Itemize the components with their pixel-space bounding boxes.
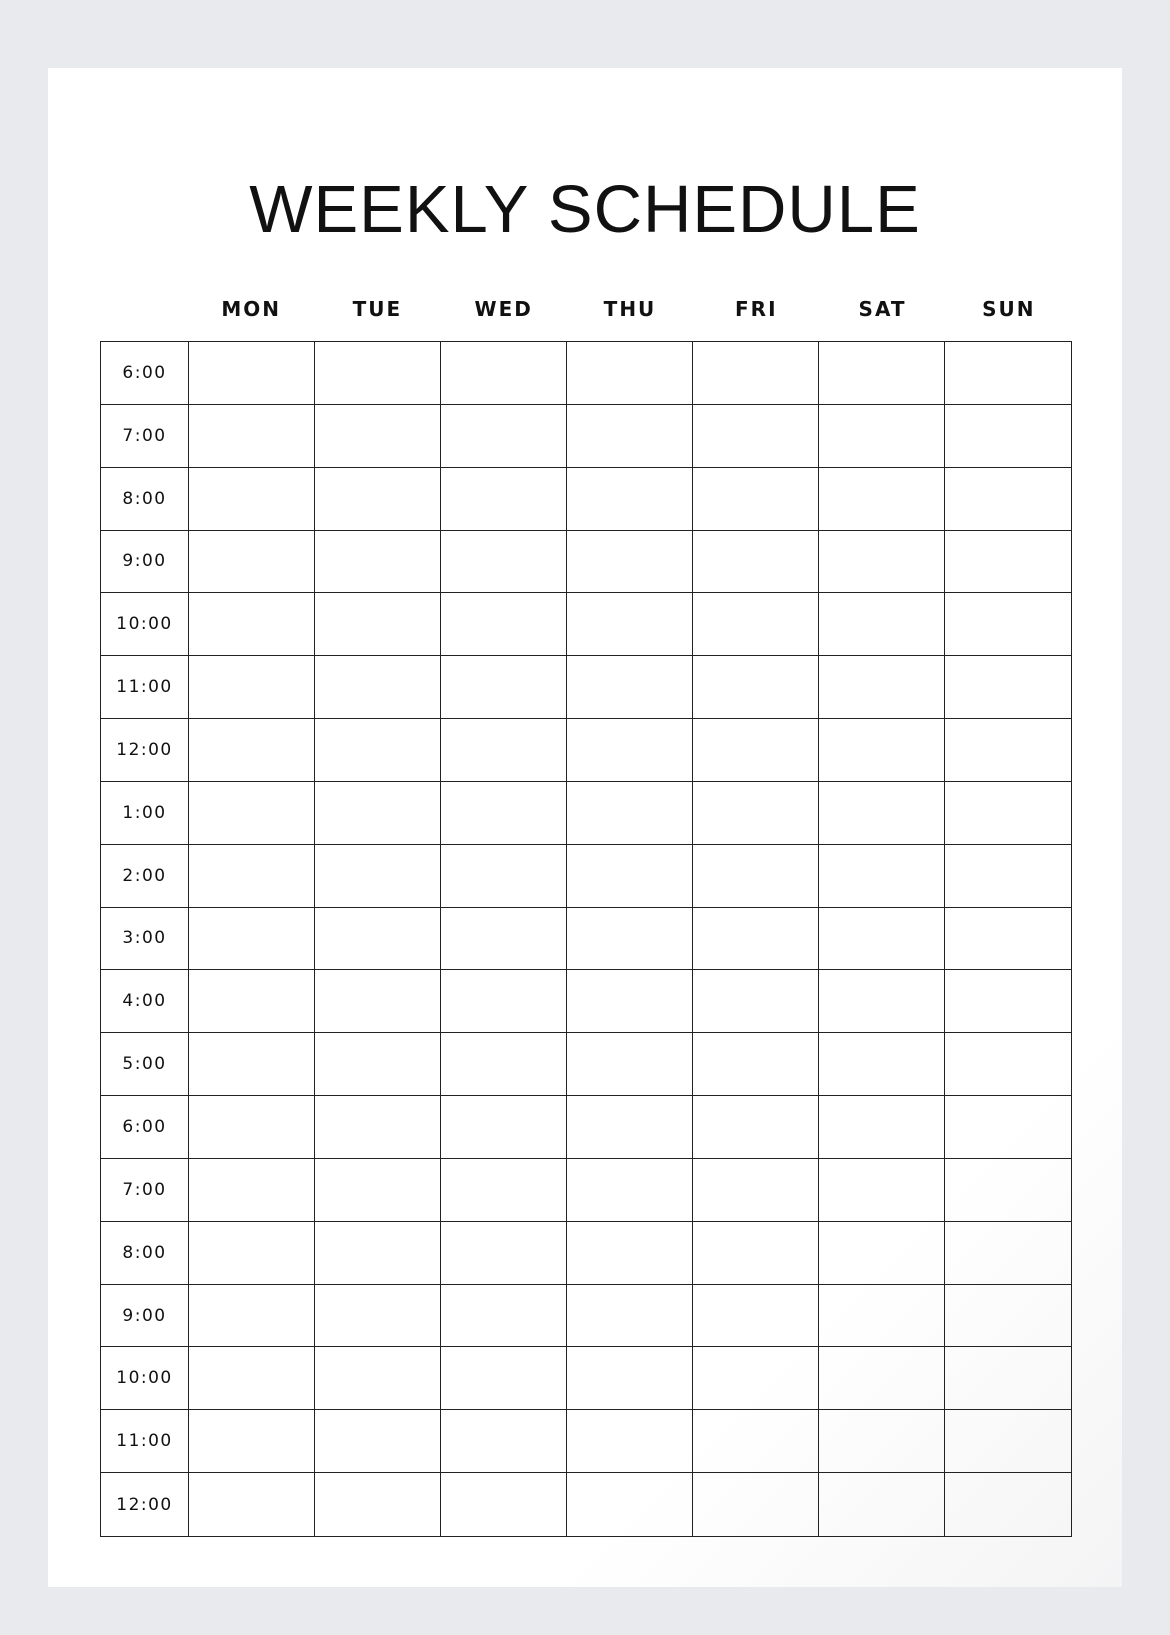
schedule-cell-fri[interactable]	[693, 1285, 819, 1348]
schedule-cell-mon[interactable]	[189, 1347, 315, 1410]
schedule-cell-sat[interactable]	[819, 468, 945, 531]
schedule-cell-mon[interactable]	[189, 908, 315, 971]
schedule-cell-fri[interactable]	[693, 342, 819, 405]
schedule-cell-sun[interactable]	[945, 1347, 1071, 1410]
schedule-cell-fri[interactable]	[693, 845, 819, 908]
time-label: 11:00	[101, 656, 189, 719]
schedule-cell-sat[interactable]	[819, 908, 945, 971]
time-label: 6:00	[101, 342, 189, 405]
schedule-cell-sun[interactable]	[945, 1410, 1071, 1473]
day-header-tue: TUE	[352, 297, 403, 321]
schedule-cell-wed[interactable]	[441, 970, 567, 1033]
schedule-cell-sat[interactable]	[819, 405, 945, 468]
schedule-cell-mon[interactable]	[189, 970, 315, 1033]
time-label: 5:00	[101, 1033, 189, 1096]
schedule-cell-sun[interactable]	[945, 719, 1071, 782]
schedule-cell-sun[interactable]	[945, 1473, 1071, 1536]
schedule-cell-sat[interactable]	[819, 1347, 945, 1410]
schedule-cell-mon[interactable]	[189, 845, 315, 908]
schedule-cell-sat[interactable]	[819, 593, 945, 656]
schedule-cell-mon[interactable]	[189, 1033, 315, 1096]
schedule-cell-sun[interactable]	[945, 468, 1071, 531]
schedule-cell-mon[interactable]	[189, 405, 315, 468]
schedule-cell-sun[interactable]	[945, 970, 1071, 1033]
schedule-cell-fri[interactable]	[693, 1096, 819, 1159]
schedule-cell-sat[interactable]	[819, 719, 945, 782]
schedule-cell-wed[interactable]	[441, 405, 567, 468]
schedule-cell-sun[interactable]	[945, 405, 1071, 468]
schedule-cell-thu[interactable]	[567, 782, 693, 845]
schedule-cell-wed[interactable]	[441, 1033, 567, 1096]
schedule-cell-wed[interactable]	[441, 1473, 567, 1536]
schedule-cell-thu[interactable]	[567, 405, 693, 468]
schedule-cell-sun[interactable]	[945, 1222, 1071, 1285]
page-title: WEEKLY SCHEDULE	[249, 172, 921, 247]
schedule-cell-wed[interactable]	[441, 1347, 567, 1410]
schedule-cell-fri[interactable]	[693, 719, 819, 782]
schedule-cell-sun[interactable]	[945, 1033, 1071, 1096]
schedule-cell-fri[interactable]	[693, 656, 819, 719]
schedule-cell-thu[interactable]	[567, 1096, 693, 1159]
schedule-cell-tue[interactable]	[315, 342, 441, 405]
schedule-cell-sun[interactable]	[945, 342, 1071, 405]
schedule-cell-wed[interactable]	[441, 342, 567, 405]
schedule-cell-fri[interactable]	[693, 468, 819, 531]
day-header-mon: MON	[221, 297, 281, 321]
time-label: 7:00	[101, 1159, 189, 1222]
schedule-cell-tue[interactable]	[315, 531, 441, 594]
schedule-cell-sun[interactable]	[945, 908, 1071, 971]
schedule-cell-sat[interactable]	[819, 1222, 945, 1285]
schedule-cell-fri[interactable]	[693, 1033, 819, 1096]
schedule-cell-wed[interactable]	[441, 468, 567, 531]
schedule-cell-sat[interactable]	[819, 1033, 945, 1096]
time-label: 8:00	[101, 1222, 189, 1285]
schedule-cell-thu[interactable]	[567, 1222, 693, 1285]
schedule-cell-sun[interactable]	[945, 1159, 1071, 1222]
time-label: 9:00	[101, 531, 189, 594]
schedule-cell-sun[interactable]	[945, 531, 1071, 594]
day-header-thu: THU	[603, 297, 657, 321]
schedule-cell-thu[interactable]	[567, 593, 693, 656]
schedule-cell-tue[interactable]	[315, 782, 441, 845]
time-label: 10:00	[101, 593, 189, 656]
schedule-cell-mon[interactable]	[189, 782, 315, 845]
schedule-cell-fri[interactable]	[693, 531, 819, 594]
schedule-cell-wed[interactable]	[441, 593, 567, 656]
schedule-cell-thu[interactable]	[567, 468, 693, 531]
schedule-cell-thu[interactable]	[567, 342, 693, 405]
schedule-cell-fri[interactable]	[693, 970, 819, 1033]
time-label: 8:00	[101, 468, 189, 531]
schedule-cell-sun[interactable]	[945, 1285, 1071, 1348]
schedule-cell-fri[interactable]	[693, 405, 819, 468]
schedule-cell-wed[interactable]	[441, 1159, 567, 1222]
schedule-cell-mon[interactable]	[189, 1222, 315, 1285]
schedule-cell-tue[interactable]	[315, 1473, 441, 1536]
time-label: 1:00	[101, 782, 189, 845]
schedule-cell-sun[interactable]	[945, 845, 1071, 908]
schedule-cell-thu[interactable]	[567, 1347, 693, 1410]
schedule-cell-thu[interactable]	[567, 1159, 693, 1222]
schedule-cell-thu[interactable]	[567, 1033, 693, 1096]
schedule-cell-tue[interactable]	[315, 1096, 441, 1159]
time-label: 6:00	[101, 1096, 189, 1159]
schedule-cell-sun[interactable]	[945, 1096, 1071, 1159]
schedule-cell-sun[interactable]	[945, 656, 1071, 719]
time-label: 12:00	[101, 1473, 189, 1536]
schedule-cell-mon[interactable]	[189, 531, 315, 594]
schedule-cell-tue[interactable]	[315, 719, 441, 782]
schedule-cell-wed[interactable]	[441, 1285, 567, 1348]
schedule-cell-tue[interactable]	[315, 405, 441, 468]
schedule-cell-wed[interactable]	[441, 656, 567, 719]
schedule-cell-sun[interactable]	[945, 593, 1071, 656]
schedule-cell-wed[interactable]	[441, 719, 567, 782]
schedule-cell-wed[interactable]	[441, 1410, 567, 1473]
schedule-cell-sat[interactable]	[819, 1410, 945, 1473]
schedule-cell-tue[interactable]	[315, 1033, 441, 1096]
schedule-cell-thu[interactable]	[567, 845, 693, 908]
schedule-cell-thu[interactable]	[567, 719, 693, 782]
schedule-cell-mon[interactable]	[189, 593, 315, 656]
time-label: 10:00	[101, 1347, 189, 1410]
schedule-cell-sat[interactable]	[819, 342, 945, 405]
schedule-cell-wed[interactable]	[441, 908, 567, 971]
schedule-cell-fri[interactable]	[693, 1410, 819, 1473]
schedule-cell-sun[interactable]	[945, 782, 1071, 845]
schedule-cell-fri[interactable]	[693, 908, 819, 971]
schedule-cell-sat[interactable]	[819, 1159, 945, 1222]
schedule-cell-fri[interactable]	[693, 782, 819, 845]
schedule-cell-wed[interactable]	[441, 1222, 567, 1285]
schedule-cell-tue[interactable]	[315, 970, 441, 1033]
schedule-sheet	[48, 68, 1122, 1587]
schedule-cell-sat[interactable]	[819, 1473, 945, 1536]
schedule-cell-thu[interactable]	[567, 531, 693, 594]
schedule-cell-mon[interactable]	[189, 468, 315, 531]
schedule-cell-sat[interactable]	[819, 970, 945, 1033]
schedule-cell-tue[interactable]	[315, 845, 441, 908]
time-label: 11:00	[101, 1410, 189, 1473]
schedule-cell-sat[interactable]	[819, 782, 945, 845]
schedule-cell-sat[interactable]	[819, 1285, 945, 1348]
schedule-cell-fri[interactable]	[693, 593, 819, 656]
day-header-row	[188, 294, 1072, 324]
time-label: 3:00	[101, 908, 189, 971]
schedule-cell-mon[interactable]	[189, 1096, 315, 1159]
day-header-fri: FRI	[735, 297, 778, 321]
schedule-cell-mon[interactable]	[189, 1473, 315, 1536]
schedule-cell-thu[interactable]	[567, 656, 693, 719]
time-label: 9:00	[101, 1285, 189, 1348]
schedule-cell-fri[interactable]	[693, 1473, 819, 1536]
schedule-cell-mon[interactable]	[189, 1159, 315, 1222]
time-label: 12:00	[101, 719, 189, 782]
schedule-cell-mon[interactable]	[189, 656, 315, 719]
schedule-cell-thu[interactable]	[567, 1473, 693, 1536]
schedule-cell-tue[interactable]	[315, 1159, 441, 1222]
schedule-cell-fri[interactable]	[693, 1222, 819, 1285]
schedule-cell-wed[interactable]	[441, 1096, 567, 1159]
schedule-cell-sat[interactable]	[819, 656, 945, 719]
time-label: 7:00	[101, 405, 189, 468]
day-header-sun: SUN	[982, 297, 1036, 321]
schedule-cell-fri[interactable]	[693, 1347, 819, 1410]
schedule-cell-thu[interactable]	[567, 1285, 693, 1348]
schedule-cell-tue[interactable]	[315, 1410, 441, 1473]
time-label: 2:00	[101, 845, 189, 908]
schedule-cell-tue[interactable]	[315, 468, 441, 531]
schedule-cell-tue[interactable]	[315, 1347, 441, 1410]
schedule-cell-tue[interactable]	[315, 1222, 441, 1285]
schedule-cell-sat[interactable]	[819, 1096, 945, 1159]
schedule-cell-sat[interactable]	[819, 531, 945, 594]
schedule-cell-mon[interactable]	[189, 1285, 315, 1348]
schedule-grid	[100, 341, 1072, 1537]
day-header-wed: WED	[474, 297, 533, 321]
schedule-cell-mon[interactable]	[189, 1410, 315, 1473]
schedule-cell-fri[interactable]	[693, 1159, 819, 1222]
schedule-cell-tue[interactable]	[315, 656, 441, 719]
schedule-cell-tue[interactable]	[315, 593, 441, 656]
time-label: 4:00	[101, 970, 189, 1033]
schedule-cell-thu[interactable]	[567, 970, 693, 1033]
schedule-cell-mon[interactable]	[189, 342, 315, 405]
schedule-cell-wed[interactable]	[441, 782, 567, 845]
schedule-cell-tue[interactable]	[315, 908, 441, 971]
day-header-sat: SAT	[858, 297, 907, 321]
schedule-cell-wed[interactable]	[441, 845, 567, 908]
schedule-cell-mon[interactable]	[189, 719, 315, 782]
schedule-cell-tue[interactable]	[315, 1285, 441, 1348]
schedule-cell-thu[interactable]	[567, 908, 693, 971]
schedule-cell-thu[interactable]	[567, 1410, 693, 1473]
schedule-cell-sat[interactable]	[819, 845, 945, 908]
schedule-cell-wed[interactable]	[441, 531, 567, 594]
